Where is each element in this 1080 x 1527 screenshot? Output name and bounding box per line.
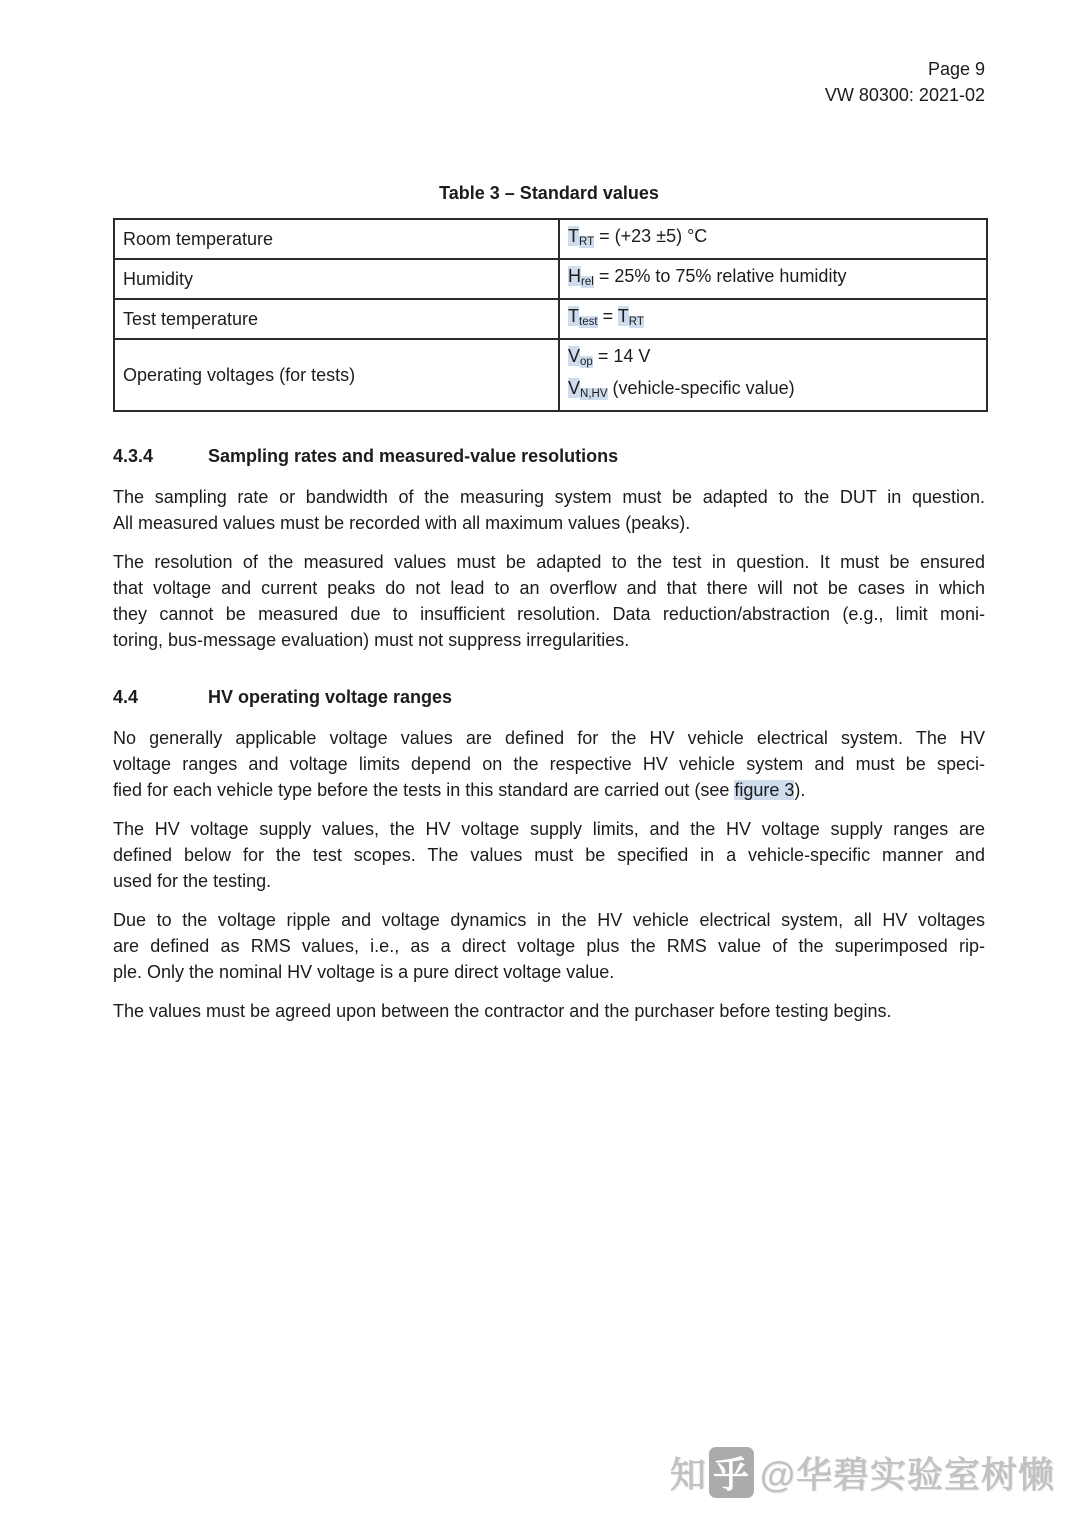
standard-values-table (113, 218, 988, 412)
paragraph (113, 725, 985, 803)
table-value-line (568, 303, 978, 335)
text-segment: = (597, 305, 618, 326)
text-segment: = 14 V (592, 345, 651, 366)
highlighted-term: rel (581, 275, 594, 288)
section-heading (113, 684, 985, 710)
highlighted-term: T (568, 226, 579, 246)
zhihu-logo-zhi: 知 (669, 1454, 707, 1495)
paragraph-line (113, 816, 985, 842)
text-segment: fied for each vehicle type before the tests in this standard are carried out (see (113, 779, 735, 800)
paragraph-line (113, 575, 985, 601)
table-row (114, 259, 987, 299)
text-segment: The resolution of the measured values must be adapted to the test in question. It must be ensured (113, 551, 985, 572)
section-title: Sampling rates and measured-value resolutions (208, 445, 619, 466)
document-body (113, 443, 985, 1024)
text-segment: defined below for the test scopes. The values must be specified in a vehicle-specific manner and (113, 844, 985, 865)
table-cell-value (559, 219, 987, 259)
paragraph-line (113, 510, 985, 536)
text-segment: used for the testing. (113, 870, 272, 891)
table-row (114, 219, 987, 259)
paragraph (113, 816, 985, 894)
highlighted-term: V (568, 345, 581, 366)
text-segment: ple. Only the nominal HV voltage is a pure direct voltage value. (113, 961, 615, 982)
highlighted-term: T (568, 305, 579, 326)
paragraph-line (113, 959, 985, 985)
highlighted-term: test (579, 315, 598, 328)
table-cell-value (559, 259, 987, 299)
section-title: HV operating voltage ranges (208, 686, 453, 707)
paragraph-line (113, 549, 985, 575)
table-row (114, 339, 987, 411)
highlighted-term: N,HV (580, 387, 608, 400)
text-segment: The values must be agreed upon between the contractor and the purchaser before testing begins. (113, 1000, 892, 1021)
paragraph-line (113, 933, 985, 959)
table-value-line (568, 343, 978, 375)
highlighted-term: op (580, 355, 593, 368)
paragraph (113, 549, 985, 653)
paragraph-line (113, 627, 985, 653)
table-row (114, 299, 987, 339)
highlighted-term: RT (628, 315, 644, 328)
paragraph-line (113, 484, 985, 510)
paragraph-line (113, 725, 985, 751)
paragraph (113, 998, 985, 1024)
text-segment: = 25% to 75% relative humidity (593, 265, 847, 286)
text-segment: are defined as RMS values, i.e., as a direct voltage plus the RMS value of the superimposed rip- (113, 935, 985, 956)
text-segment: No generally applicable voltage values are defined for the HV vehicle electrical system. The HV (113, 727, 985, 748)
highlighted-term: H (568, 265, 581, 286)
standard-values-table-body (114, 219, 987, 411)
table-cell-value (559, 299, 987, 339)
paragraph-line (113, 907, 985, 933)
text-segment: Due to the voltage ripple and voltage dynamics in the HV vehicle electrical system, all HV voltages (113, 909, 985, 930)
text-segment: ). (794, 779, 806, 800)
table-cell-label: Test temperature (114, 299, 559, 339)
document-reference: VW 80300: 2021-02 (824, 85, 985, 105)
table-value-line (568, 223, 978, 255)
text-segment: toring, bus-message evaluation) must not suppress irregularities. (113, 629, 630, 650)
zhihu-logo-hu-badge (709, 1447, 754, 1498)
section-number: 4.3.4 (113, 445, 154, 466)
paragraph-line (113, 842, 985, 868)
paragraph-line (113, 998, 985, 1024)
text-segment: All measured values must be recorded with all maximum values (peaks). (113, 512, 691, 533)
text-segment: that voltage and current peaks do not lead to an overflow and that there will not be cases in which (113, 577, 985, 598)
text-segment: they cannot be measured due to insufficient resolution. Data reduction/abstraction (e.g., limit moni- (113, 603, 985, 624)
section-heading (113, 443, 985, 469)
zhihu-logo-hu: 乎 (712, 1454, 750, 1495)
watermark-handle: @华碧实验室树懒 (759, 1454, 1055, 1495)
table-cell-value (559, 339, 987, 411)
paragraph (113, 907, 985, 985)
paragraph-line (113, 777, 985, 803)
page-number: Page 9 (927, 59, 985, 79)
watermark (670, 1447, 1055, 1498)
text-segment: (vehicle-specific value) (607, 377, 795, 398)
section-number: 4.4 (113, 686, 139, 707)
table-title: Table 3 – Standard values (439, 183, 659, 203)
table-cell-label: Operating voltages (for tests) (114, 339, 559, 411)
highlighted-term: figure 3 (734, 779, 795, 800)
paragraph-line (113, 868, 985, 894)
table-value-line (568, 375, 978, 407)
text-segment: = (+23 ±5) °C (594, 226, 708, 246)
table-cell-label: Humidity (114, 259, 559, 299)
highlighted-term: V (568, 377, 581, 398)
text-segment: The sampling rate or bandwidth of the measuring system must be adapted to the DUT in question. (113, 486, 985, 507)
table-cell-label: Room temperature (114, 219, 559, 259)
highlighted-term: RT (579, 235, 595, 248)
text-segment: voltage ranges and voltage limits depend on the respective HV vehicle system and must be speci- (113, 753, 985, 774)
paragraph-line (113, 601, 985, 627)
text-segment: The HV voltage supply values, the HV voltage supply limits, and the HV voltage supply ranges are (113, 818, 985, 839)
paragraph (113, 484, 985, 536)
highlighted-term: T (617, 305, 629, 326)
paragraph-line (113, 751, 985, 777)
page-header (113, 56, 985, 108)
table-value-line (568, 263, 978, 295)
